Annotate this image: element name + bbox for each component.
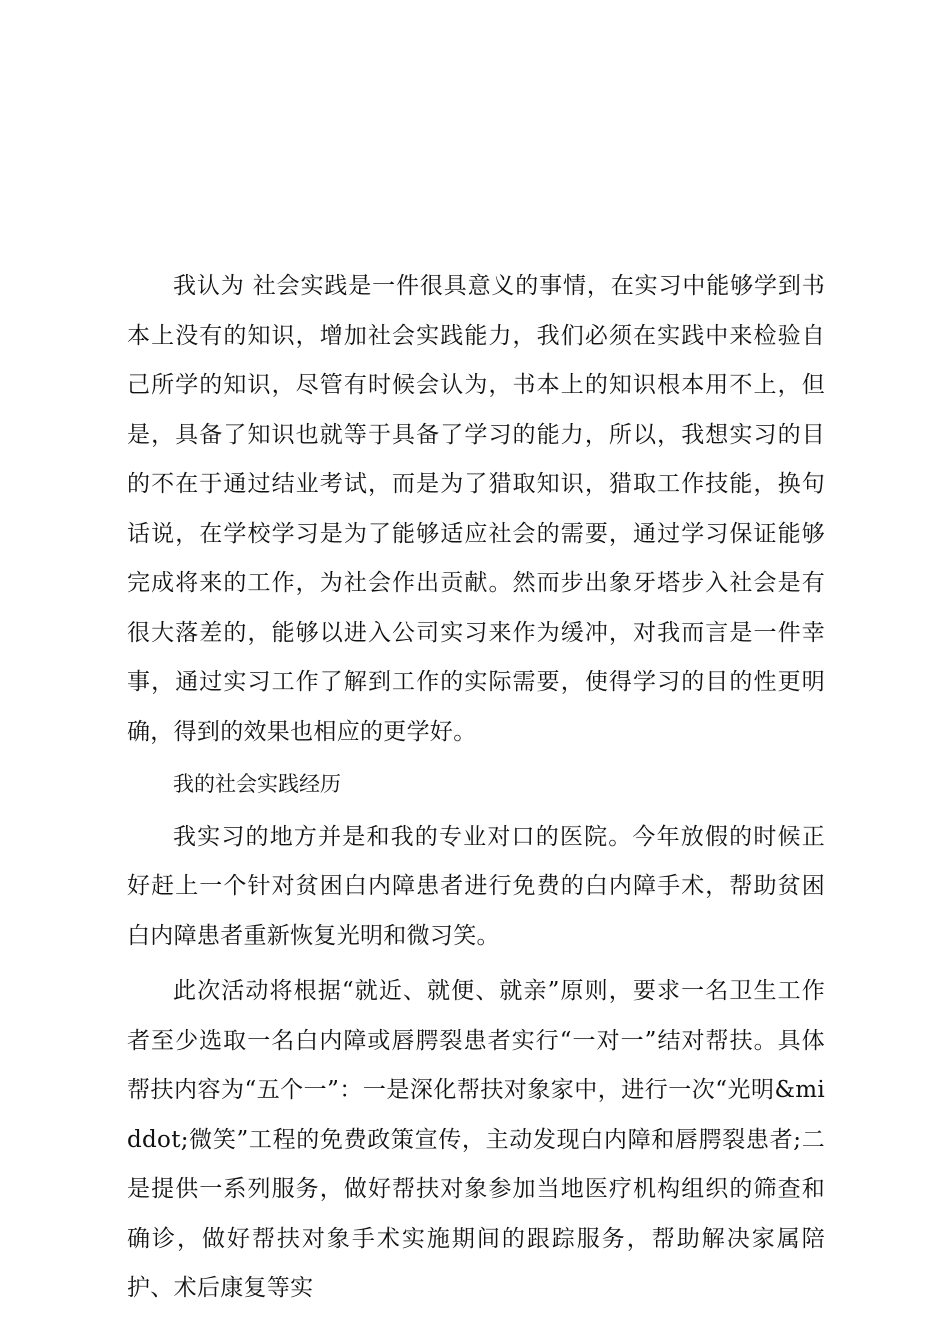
section-heading: 我的社会实践经历 [173, 772, 341, 796]
paragraph-activity-details: 此次活动将根据“就近、就便、就亲”原则，要求一名卫生工作者至少选取一名白内障或唇腭裂患者实行“一对一”结对帮扶。具体帮扶内容为“五个一”：一是深化帮扶对象家中，进行一次“光明&middot;微笑”工程的免费政策宣传，主动发现白内障和唇腭裂患者;二是提供一系列服务，做好帮扶对象参加当地医疗机构组织的筛查和确诊，做好帮扶对象手术实施期间的跟踪服务，帮助解决家属陪护、术后康复等实 [127, 978, 825, 1301]
document-body [127, 262, 825, 1314]
paragraph-practice-meaning: 我认为 社会实践是一件很具意义的事情，在实习中能够学到书本上没有的知识，增加社会实践能力，我们必须在实践中来检验自己所学的知识，尽管有时候会认为，书本上的知识根本用不上，但是，具备了知识也就等于具备了学习的能力，所以，我想实习的目的不在于通过结业考试，而是为了猎取知识，猎取工作技能，换句话说，在学校学习是为了能够适应社会的需要，通过学习保证能够完成将来的工作，为社会作出贡献。然而步出象牙塔步入社会是有很大落差的，能够以进入公司实习来作为缓冲，对我而言是一件幸事，通过实习工作了解到工作的实际需要，使得学习的目的性更明确，得到的效果也相应的更学好。 [127, 273, 825, 745]
paragraph-internship-place: 我实习的地方并是和我的专业对口的医院。今年放假的时候正好赶上一个针对贫困白内障患者进行免费的白内障手术，帮助贫困白内障患者重新恢复光明和微习笑。 [127, 823, 825, 949]
